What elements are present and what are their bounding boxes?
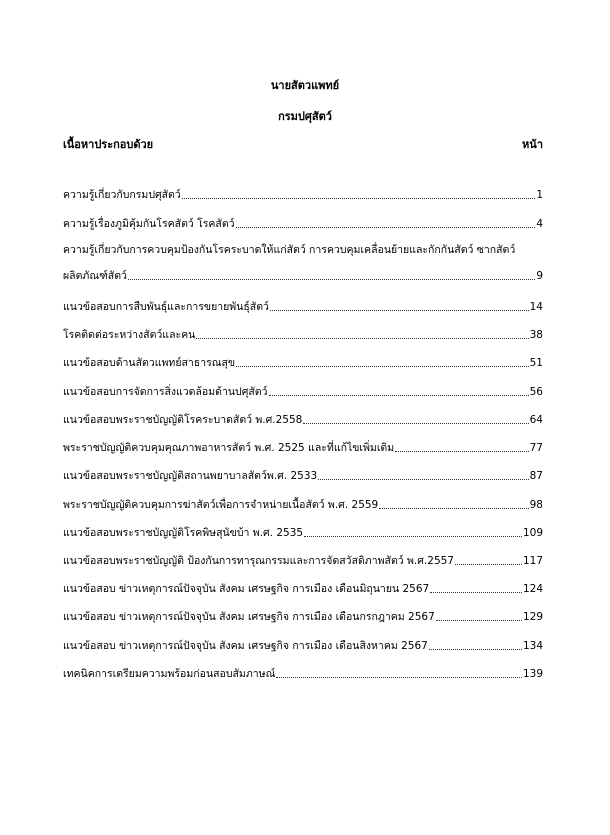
toc-entry [63,526,543,540]
leader-dots [395,442,528,452]
toc-entry-text: แนวข้อสอบพระราชบัญญัติ ป้องกันการทารุณกรรมและการจัดสวัสดิภาพสัตว์ พ.ศ.2557 [63,555,454,567]
toc-entry-page: 77 [529,442,543,454]
toc-entry-page: 9 [536,270,543,282]
leader-dots [276,668,522,678]
leader-dots [430,583,522,593]
toc-entry-page: 14 [529,301,543,313]
toc-header [63,135,543,151]
toc-entry-text-line1: ความรู้เกี่ยวกับการควบคุมป้องกันโรคระบาดให้แก่สัตว์ การควบคุมเคลื่อนย้ายและกักกันสัตว์ ซากสัตว์ [63,244,516,256]
leader-dots [270,301,529,311]
toc-entry [63,469,543,483]
toc-entry [63,328,543,342]
toc-entry-text: แนวข้อสอบการจัดการสิ่งแวดล้อมด้านปศุสัตว์ [63,386,268,398]
leader-dots [236,357,529,367]
toc-entry-text: แนวข้อสอบ ข่าวเหตุการณ์ปัจจุบัน สังคม เศรษฐกิจ การเมือง เดือนมิถุนายน 2567 [63,583,430,595]
toc-entry-page: 64 [529,414,543,426]
leader-dots [236,218,536,228]
toc-entry [63,582,543,596]
toc-entry-page: 129 [522,611,543,623]
toc-entry [63,217,543,231]
toc-entry-text: ความรู้เกี่ยวกับกรมปศุสัตว์ [63,189,181,201]
toc-entry [63,667,543,681]
leader-dots [429,640,522,650]
toc-entry-page: 139 [522,668,543,680]
leader-dots [436,611,522,621]
leader-dots [196,329,528,339]
toc-entry-page: 117 [522,555,543,567]
toc-entry-text: แนวข้อสอบด้านสัตวแพทย์สาธารณสุข [63,357,236,369]
toc-entry-text: ความรู้เรื่องภูมิคุ้มกันโรคสัตว์ โรคสัตว์ [63,218,235,230]
contents-label: เนื้อหาประกอบด้วย [63,138,154,151]
toc-entry-page: 4 [536,218,543,230]
toc-entry [63,498,543,512]
toc-entry-page: 1 [536,189,543,201]
leader-dots [304,527,522,537]
toc-entry [63,610,543,624]
toc-entry-text: แนวข้อสอบ ข่าวเหตุการณ์ปัจจุบัน สังคม เศรษฐกิจ การเมือง เดือนกรกฎาคม 2567 [63,611,435,623]
toc-entry-page: 109 [522,527,543,539]
toc-entry-text: พระราชบัญญัติควบคุมการฆ่าสัตว์เพื่อการจำหน่ายเนื้อสัตว์ พ.ศ. 2559 [63,499,379,511]
toc-entry-text: พระราชบัญญัติควบคุมคุณภาพอาหารสัตว์ พ.ศ. 2525 และที่แก้ไขเพิ่มเติม [63,442,395,454]
toc-entry [63,356,543,370]
toc-entry [63,385,543,399]
toc-entry [63,639,543,653]
leader-dots [303,414,528,424]
leader-dots [128,270,535,280]
toc-entry-page: 51 [529,357,543,369]
toc-entry-page: 124 [522,583,543,595]
leader-dots [318,470,528,480]
toc-entry-page: 38 [529,329,543,341]
toc-entry [63,441,543,455]
leader-dots [379,499,528,509]
leader-dots [269,386,529,396]
leader-dots [455,555,522,565]
toc-entry [63,243,543,283]
toc-entry-text: แนวข้อสอบพระราชบัญญัติสถานพยาบาลสัตว์พ.ศ. 2533 [63,470,318,482]
toc-entry-text: แนวข้อสอบพระราชบัญญัติโรคพิษสุนัขบ้า พ.ศ. 2535 [63,527,304,539]
leader-dots [182,189,536,199]
toc-entry-text: เทคนิคการเตรียมความพร้อมก่อนสอบสัมภาษณ์ [63,668,276,680]
toc-entry-page: 56 [529,386,543,398]
toc-entry-text: ผลิตภัณฑ์สัตว์ [63,270,127,282]
toc-entry-text: แนวข้อสอบพระราชบัญญัติโรคระบาดสัตว์ พ.ศ.2558 [63,414,303,426]
page-label: หน้า [522,138,543,151]
toc-entry-page: 87 [529,470,543,482]
toc-entry-text: แนวข้อสอบการสืบพันธุ์และการขยายพันธุ์สัตว์ [63,301,269,313]
toc-entry-page: 134 [522,640,543,652]
toc-entry [63,413,543,427]
document-subtitle: กรมปศุสัตว์ [278,110,332,123]
toc-entry-page: 98 [529,499,543,511]
toc-entry [63,554,543,568]
toc-entry [63,300,543,314]
toc-entry [63,188,543,202]
toc-entry-text: แนวข้อสอบ ข่าวเหตุการณ์ปัจจุบัน สังคม เศรษฐกิจ การเมือง เดือนสิงหาคม 2567 [63,640,428,652]
toc-entry-text: โรคติดต่อระหว่างสัตว์และคน [63,329,196,341]
document-title: นายสัตวแพทย์ [270,79,340,92]
